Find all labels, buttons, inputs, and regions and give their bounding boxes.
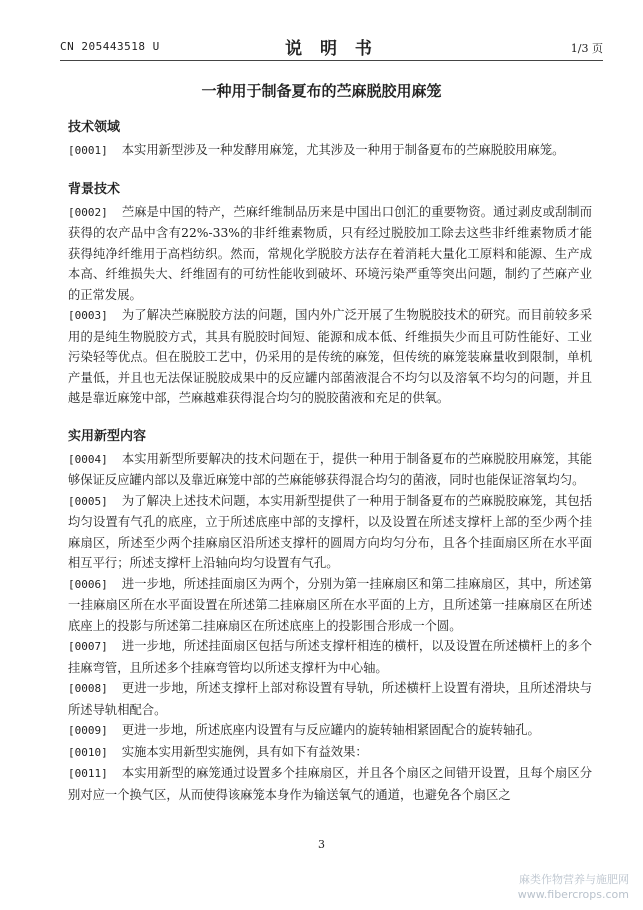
document-title: 一种用于制备夏布的苎麻脱胶用麻笼 bbox=[201, 82, 442, 100]
paragraph-text: 进一步地，所述挂面扇区包括与所述支撑杆相连的横杆，以及设置在所述横杆上的多个挂麻弯管，且所述多个挂麻弯管均以所述支撑杆为中心轴。 bbox=[68, 639, 592, 675]
paragraph-number: [0006] bbox=[68, 577, 108, 591]
section-heading: 实用新型内容 bbox=[68, 428, 147, 444]
paragraph-text: 苎麻是中国的特产，苎麻纤维制品历来是中国出口创汇的重要物资。通过剥皮或刮制而获得的农产品中含有22%-33%的非纤维素物质，只有经过脱胶加工除去这些非纤维素物质才能获得纯净纤维用于高档纺织。然而，常规化学脱胶方法存在着消耗大量化工原料和能源、生产成本高、纤维损失大、纤维固有的可纺性能收到破坏、环境污染严重等突出问题，制约了苎麻产业的正常发展。 bbox=[68, 204, 592, 302]
paragraph bbox=[68, 742, 592, 764]
section-heading: 技术领域 bbox=[68, 120, 121, 135]
watermark-line: 麻类作物营养与施肥网 bbox=[519, 873, 629, 886]
paragraph bbox=[68, 636, 592, 678]
paragraph bbox=[68, 720, 592, 742]
page-header bbox=[60, 34, 603, 61]
paragraph-text: 本实用新型所要解决的技术问题在于，提供一种用于制备夏布的苎麻脱胶用麻笼，其能够保证反应罐内部以及靠近麻笼中部的苎麻能够获得混合均匀的菌液，同时也能保证溶氧均匀。 bbox=[68, 451, 592, 487]
section-heading: 背景技术 bbox=[68, 181, 121, 197]
document-type: 说 明 书 bbox=[285, 39, 378, 59]
paragraph-number: [0003] bbox=[68, 309, 108, 322]
patent-number: CN 205443518 U bbox=[60, 40, 160, 53]
watermark-url: www.fibercrops.com bbox=[517, 888, 629, 901]
paragraph-number: [0001] bbox=[68, 144, 108, 157]
paragraph-number: [0011] bbox=[68, 767, 108, 780]
paragraph-number: [0009] bbox=[68, 724, 108, 737]
paragraph bbox=[68, 305, 592, 409]
page-number: 3 bbox=[318, 838, 325, 851]
paragraph-text: 更进一步地，所述支撑杆上部对称设置有导轨，所述横杆上设置有滑块，且所述滑块与所述导轨相配合。 bbox=[68, 681, 592, 717]
paragraph bbox=[68, 140, 592, 162]
paragraph-number: [0010] bbox=[68, 745, 108, 759]
paragraph-text: 更进一步地，所述底座内设置有与反应罐内的旋转轴相紧固配合的旋转轴孔。 bbox=[121, 723, 540, 737]
paragraph bbox=[68, 763, 592, 805]
paragraph-number: [0008] bbox=[68, 682, 108, 695]
paragraph-number: [0004] bbox=[68, 452, 108, 466]
paragraph bbox=[68, 574, 592, 637]
paragraph-text: 为了解决苎麻脱胶方法的问题，国内外广泛开展了生物脱胶技术的研究。而目前较多采用的是纯生物脱胶方式，其具有脱胶时间短、能源和成本低、纤维损失少而且可防性能好、工业污染轻等优点。但在脱胶工艺中，仍采用的是传统的麻笼，但传统的麻笼装麻量收到限制，单机产量低，并且也无法保证脱胶成果中的反应罐内部菌液混合不均匀以及溶氧不均匀的问题，并且越是靠近麻笼中部，苎麻越难获得混合均匀的脱胶菌液和充足的供氧。 bbox=[68, 308, 592, 405]
paragraph bbox=[68, 449, 592, 491]
site-watermark bbox=[518, 872, 629, 902]
paragraph-text: 本实用新型涉及一种发酵用麻笼，尤其涉及一种用于制备夏布的苎麻脱胶用麻笼。 bbox=[121, 143, 565, 157]
paragraph-number: [0007] bbox=[68, 640, 108, 653]
paragraph bbox=[68, 202, 592, 306]
paragraph-number: [0002] bbox=[68, 205, 108, 219]
paragraph-text: 为了解决上述技术问题，本实用新型提供了一种用于制备夏布的苎麻脱胶麻笼，其包括均匀设置有气孔的底座，立于所述底座中部的支撑杆，以及设置在所述支撑杆上部的至少两个挂麻扇区，所述至少两个挂麻扇区沿所述支撑杆的圆周方向均匀分布，且各个挂面扇区所在水平面相互平行；所述支撑杆上沿轴向均匀设置有气孔。 bbox=[68, 493, 592, 570]
document-body bbox=[68, 118, 592, 805]
paragraph-text: 实施本实用新型实施例，具有如下有益效果： bbox=[121, 744, 368, 759]
paragraph bbox=[68, 491, 592, 574]
paragraph-number: [0005] bbox=[68, 494, 108, 508]
paragraph-text: 本实用新型的麻笼通过设置多个挂麻扇区，并且各个扇区之间错开设置，且每个扇区分别对应一个换气区，从而使得该麻笼本身作为输送氧气的通道，也避免各个扇区之 bbox=[68, 766, 592, 802]
paragraph-text: 进一步地，所述挂面扇区为两个，分别为第一挂麻扇区和第二挂麻扇区，其中，所述第一挂麻扇区所在水平面设置在所述第二挂麻扇区所在水平面的上方，且所述第一挂麻扇区在所述底座上的投影与所述第二挂麻扇区在所述底座上的投影围合形成一个圆。 bbox=[68, 576, 592, 633]
paragraph bbox=[68, 678, 592, 720]
page-info: 1/3 页 bbox=[570, 42, 603, 55]
